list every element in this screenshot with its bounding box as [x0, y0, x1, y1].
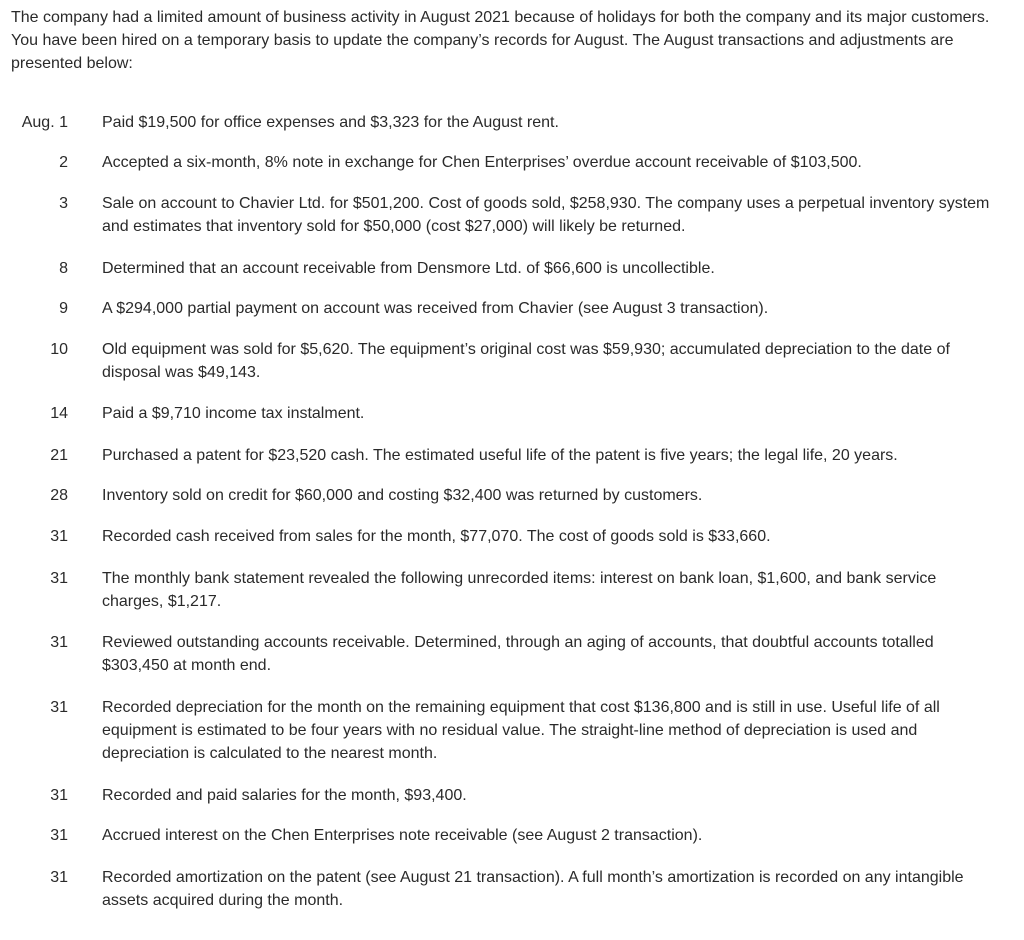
transaction-date: 31 — [50, 787, 68, 804]
transaction-date: 8 — [59, 260, 68, 277]
transaction-date: 31 — [50, 827, 68, 844]
transaction-description: Paid a $9,710 income tax instalment. — [102, 405, 365, 422]
transaction-date: 14 — [50, 405, 68, 422]
transaction-description: Paid $19,500 for office expenses and $3,323 for the August rent. — [102, 114, 559, 131]
transaction-date: 31 — [50, 570, 68, 587]
transaction-date: 9 — [59, 300, 68, 317]
transaction-date: 21 — [50, 447, 68, 464]
transaction-description: Recorded depreciation for the month on the remaining equipment that cost $136,800 and is still in use. Useful life of all equipment is estimated to be four years with no residual value. The straight-line method of depreciation is used and depreciation is calculated to the nearest month. — [102, 699, 940, 762]
transaction-description: Recorded amortization on the patent (see August 21 transaction). A full month’s amortization is recorded on any intangible assets acquired during the month. — [102, 869, 964, 909]
transaction-description: Recorded and paid salaries for the month, $93,400. — [102, 787, 467, 804]
transaction-date: 31 — [50, 869, 68, 886]
transaction-description: Purchased a patent for $23,520 cash. The estimated useful life of the patent is five years; the legal life, 20 years. — [102, 447, 898, 464]
transaction-date: 10 — [50, 341, 68, 358]
transaction-description: Old equipment was sold for $5,620. The equipment’s original cost was $59,930; accumulated depreciation to the date of disposal was $49,143. — [102, 341, 950, 381]
intro-paragraph: The company had a limited amount of business activity in August 2021 because of holidays for both the company and its major customers. You have been hired on a temporary basis to update the company’s records for August. The August transactions and adjustments are presented below: — [11, 9, 990, 72]
transaction-description: Accrued interest on the Chen Enterprises note receivable (see August 2 transaction). — [102, 827, 703, 844]
transaction-description: Reviewed outstanding accounts receivable. Determined, through an aging of accounts, that doubtful accounts totalled $303,450 at month end. — [102, 634, 934, 674]
transaction-description: Inventory sold on credit for $60,000 and costing $32,400 was returned by customers. — [102, 487, 703, 504]
transaction-description: A $294,000 partial payment on account was received from Chavier (see August 3 transaction). — [102, 300, 769, 317]
transaction-date: 31 — [50, 634, 68, 651]
transaction-description: Sale on account to Chavier Ltd. for $501,200. Cost of goods sold, $258,930. The company uses a perpetual inventory system and estimates that inventory sold for $50,000 (cost $27,000) will likely be returned. — [102, 195, 990, 235]
transaction-description: The monthly bank statement revealed the following unrecorded items: interest on bank loan, $1,600, and bank service charges, $1,217. — [102, 570, 937, 610]
transaction-date: 28 — [50, 487, 68, 504]
transaction-date: 31 — [50, 699, 68, 716]
transaction-date: 2 — [59, 154, 68, 171]
transaction-date: Aug. 1 — [21, 114, 68, 131]
transaction-date: 31 — [50, 528, 68, 545]
transaction-description: Determined that an account receivable from Densmore Ltd. of $66,600 is uncollectible. — [102, 260, 715, 277]
transaction-date: 3 — [59, 195, 68, 212]
transaction-description: Recorded cash received from sales for the month, $77,070. The cost of goods sold is $33,660. — [102, 528, 771, 545]
transaction-description: Accepted a six-month, 8% note in exchange for Chen Enterprises’ overdue account receivable of $103,500. — [102, 154, 862, 171]
